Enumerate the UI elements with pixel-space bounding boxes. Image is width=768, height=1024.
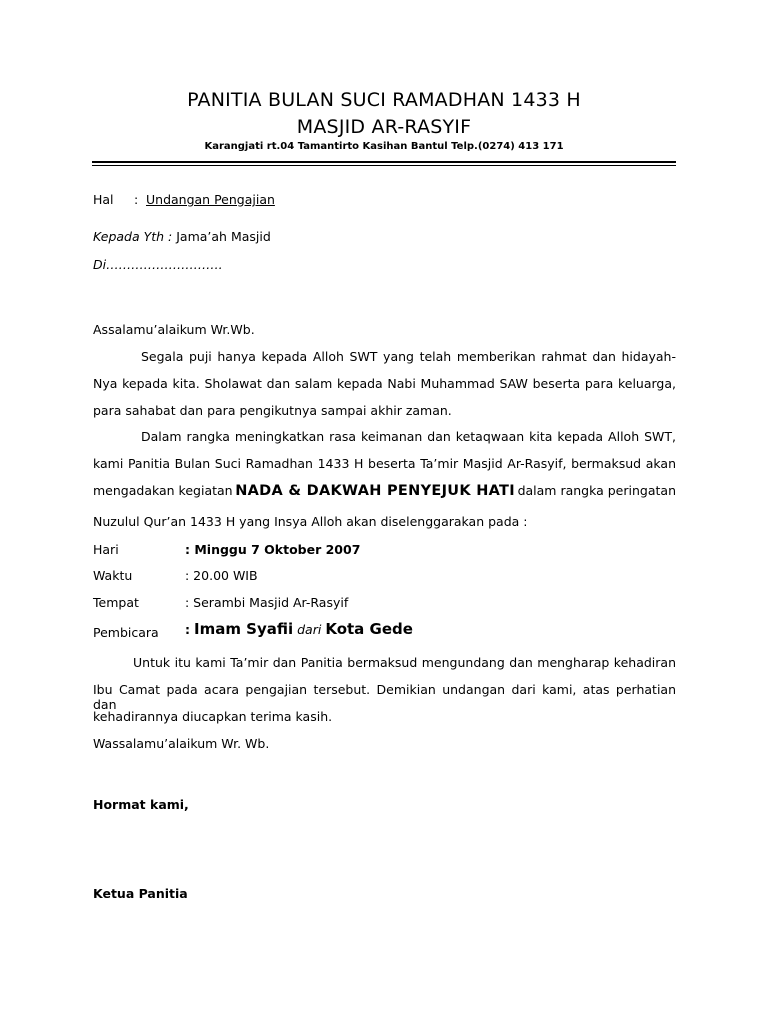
paragraph1-line1: Segala puji hanya kepada Alloh SWT yang telah memberikan rahmat dan hidayah- xyxy=(141,349,676,364)
paragraph1-line3: para sahabat dan para pengikutnya sampai akhir zaman. xyxy=(93,403,452,418)
tempat-value: : Serambi Masjid Ar-Rasyif xyxy=(185,595,349,610)
header-title-line1: PANITIA BULAN SUCI RAMADHAN 1433 H xyxy=(187,89,581,111)
recipient-kepada-label: Kepada Yth : xyxy=(93,229,173,244)
pembicara-label: Pembicara xyxy=(93,625,159,640)
pembicara-dari: dari xyxy=(297,622,322,637)
waktu-value: : 20.00 WIB xyxy=(185,568,258,583)
header-rule-thin xyxy=(92,165,676,166)
hari-label: Hari xyxy=(93,542,119,557)
closing-salam: Wassalamu’alaikum Wr. Wb. xyxy=(93,736,270,751)
ketua-panitia: Ketua Panitia xyxy=(93,886,188,901)
greeting: Assalamu’alaikum Wr.Wb. xyxy=(93,322,255,337)
tempat-label: Tempat xyxy=(93,595,139,610)
paragraph2-line4: Nuzulul Qur’an 1433 H yang Insya Alloh akan diselenggarakan pada : xyxy=(93,514,528,529)
paragraph2-line3 xyxy=(93,483,676,499)
hormat-kami: Hormat kami, xyxy=(93,797,189,812)
hari-value: : Minggu 7 Oktober 2007 xyxy=(185,542,361,557)
paragraph2-line2: kami Panitia Bulan Suci Ramadhan 1433 H beserta Ta’mir Masjid Ar-Rasyif, bermaksud akan xyxy=(93,456,676,471)
pembicara-name: Imam Syafii xyxy=(193,620,294,638)
pembicara-colon: : xyxy=(185,622,190,637)
header-address: Karangjati rt.04 Tamantirto Kasihan Bantul Telp.(0274) 413 171 xyxy=(204,141,564,152)
recipient-kepada-value: Jama’ah Masjid xyxy=(176,229,271,244)
paragraph1-line2: Nya kepada kita. Sholawat dan salam kepada Nabi Muhammad SAW beserta para keluarga, xyxy=(93,376,676,391)
paragraph2-line1: Dalam rangka meningkatkan rasa keimanan dan ketaqwaan kita kepada Alloh SWT, xyxy=(141,429,676,444)
waktu-label: Waktu xyxy=(93,568,133,583)
event-name: NADA & DAKWAH PENYEJUK HATI xyxy=(235,483,515,499)
paragraph2-line3-start: mengadakan kegiatan xyxy=(93,483,233,498)
subject-colon: : xyxy=(134,192,139,207)
pembicara-place: Kota Gede xyxy=(325,620,413,638)
pembicara-value xyxy=(185,620,413,638)
paragraph3-line1: Untuk itu kami Ta’mir dan Panitia bermaksud mengundang dan mengharap kehadiran xyxy=(133,655,676,670)
subject-label: Hal xyxy=(93,192,114,207)
recipient-line xyxy=(93,229,271,244)
recipient-di: Di………………………. xyxy=(93,257,223,272)
header-title-line2: MASJID AR-RASYIF xyxy=(296,116,472,138)
subject-value: Undangan Pengajian xyxy=(146,192,275,207)
paragraph3-line3: kehadirannya diucapkan terima kasih. xyxy=(93,709,333,724)
paragraph2-line3-end: dalam rangka peringatan xyxy=(517,483,676,498)
header-rule-thick xyxy=(92,161,676,163)
paragraph3-line2: Ibu Camat pada acara pengajian tersebut. Demikian undangan dari kami, atas perhatian dan xyxy=(93,682,676,712)
